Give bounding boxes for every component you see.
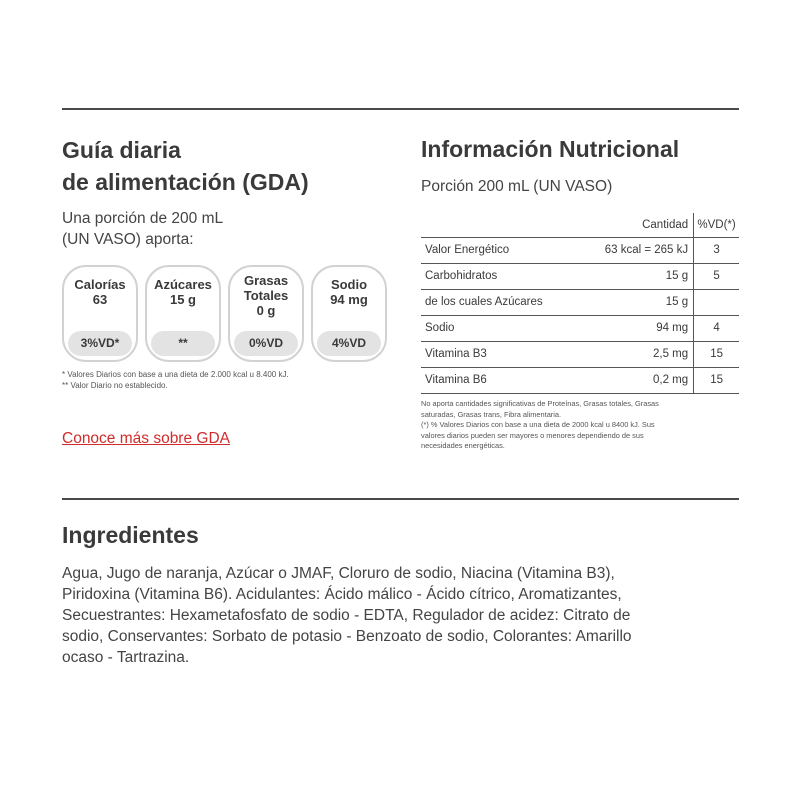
nutrition-portion: Porción 200 mL (UN VASO) — [421, 178, 613, 195]
top-divider — [62, 108, 739, 110]
gda-title-line: de alimentación (GDA) — [62, 169, 309, 195]
row-quantity: 15 g — [581, 264, 695, 289]
row-quantity: 94 mg — [581, 316, 695, 341]
ingredients-title: Ingredientes — [62, 522, 199, 548]
gda-footnote: ** Valor Diario no establecido. — [62, 381, 168, 390]
badge-label-line: 63 — [92, 292, 108, 307]
badge-label-line: Totales — [243, 288, 289, 303]
gda-portion-text — [62, 208, 362, 250]
gda-badges — [62, 265, 387, 362]
badge-label — [147, 277, 219, 307]
row-vd — [694, 290, 739, 315]
row-name: Vitamina B3 — [425, 348, 487, 360]
badge-label-line: Azúcares — [154, 277, 212, 292]
row-vd: 4 — [713, 322, 720, 334]
gda-badge-total-fat — [228, 265, 304, 362]
row-vd: 5 — [713, 270, 720, 282]
badge-label-line: Sodio — [330, 277, 368, 292]
row-quantity: 15 g — [581, 290, 695, 315]
table-row — [421, 289, 739, 315]
badge-label-line: 0 g — [256, 303, 276, 318]
gda-learn-more-link[interactable]: Conoce más sobre GDA — [62, 430, 230, 447]
ingredients-line: sodio, Conservantes: Sorbato de potasio - Benzoato de sodio, Colorantes: Amarillo — [62, 628, 632, 645]
row-quantity: 0,2 mg — [581, 368, 695, 393]
gda-title-line: Guía diaria — [62, 137, 181, 163]
badge-pill: 3%VD* — [68, 331, 132, 356]
table-row — [421, 263, 739, 289]
gda-badge-calories — [62, 265, 138, 362]
header-blank — [421, 213, 581, 237]
badge-label-line: Calorías — [74, 277, 126, 292]
badge-pill: ** — [151, 331, 215, 356]
badge-label-line: Grasas — [243, 273, 289, 288]
nutrition-footnote: No aporta cantidades significativas de Proteínas, Grasas totales, Grasas — [421, 399, 659, 408]
row-vd: 15 — [710, 374, 723, 386]
gda-badge-sugars — [145, 265, 221, 362]
table-row — [421, 237, 739, 263]
table-row — [421, 315, 739, 341]
row-name: Sodio — [425, 322, 455, 334]
row-vd: 15 — [710, 348, 723, 360]
nutrition-footnote: necesidades energéticas. — [421, 441, 505, 450]
nutrition-table-header — [421, 213, 739, 237]
nutrition-table — [421, 213, 739, 394]
table-row — [421, 341, 739, 367]
header-vd: %VD(*) — [697, 219, 736, 231]
row-name: de los cuales Azúcares — [425, 296, 543, 308]
nutrition-footnote: valores diarios pueden ser mayores o menores dependiendo de sus — [421, 430, 644, 440]
ingredients-line: Agua, Jugo de naranja, Azúcar o JMAF, Cloruro de sodio, Niacina (Vitamina B3), — [62, 565, 615, 582]
ingredients-line: ocaso - Tartrazina. — [62, 649, 190, 666]
row-name: Valor Energético — [425, 244, 510, 256]
nutrition-footnote: (*) % Valores Diarios con base a una dieta de 2000 kcal u 8400 kJ. Sus — [421, 420, 655, 429]
header-quantity: Cantidad — [581, 213, 695, 237]
ingredients-text — [62, 563, 752, 668]
nutrition-footnotes — [421, 399, 739, 452]
section-divider — [62, 498, 739, 500]
gda-badge-sodium — [311, 265, 387, 362]
ingredients-line: Secuestrantes: Hexametafosfato de sodio - EDTA, Regulador de acidez: Citrato de — [62, 607, 631, 624]
nutrition-footnote: saturadas, Grasas trans, Fibra alimentaria. — [421, 409, 562, 419]
badge-label — [230, 273, 302, 318]
row-quantity: 2,5 mg — [581, 342, 695, 367]
row-vd: 3 — [713, 244, 720, 256]
gda-portion-line: Una porción de 200 mL — [62, 210, 224, 227]
badge-label-line: 15 g — [169, 292, 196, 307]
row-name: Carbohidratos — [425, 270, 498, 282]
gda-title — [62, 134, 382, 198]
table-row — [421, 367, 739, 394]
nutrition-title: Información Nutricional — [421, 136, 680, 162]
gda-footnotes — [62, 369, 392, 391]
badge-label — [313, 277, 385, 307]
gda-portion-line: (UN VASO) aporta: — [62, 231, 194, 248]
badge-label-line: 94 mg — [330, 292, 368, 307]
ingredients-line: Piridoxina (Vitamina B6). Acidulantes: Ácido málico - Ácido cítrico, Aromatizantes, — [62, 586, 622, 603]
gda-footnote: * Valores Diarios con base a una dieta de 2.000 kcal u 8.400 kJ. — [62, 370, 289, 379]
badge-pill: 4%VD — [317, 331, 381, 356]
row-name: Vitamina B6 — [425, 374, 487, 386]
badge-label — [64, 277, 136, 307]
row-quantity: 63 kcal = 265 kJ — [581, 238, 695, 263]
badge-pill: 0%VD — [234, 331, 298, 356]
